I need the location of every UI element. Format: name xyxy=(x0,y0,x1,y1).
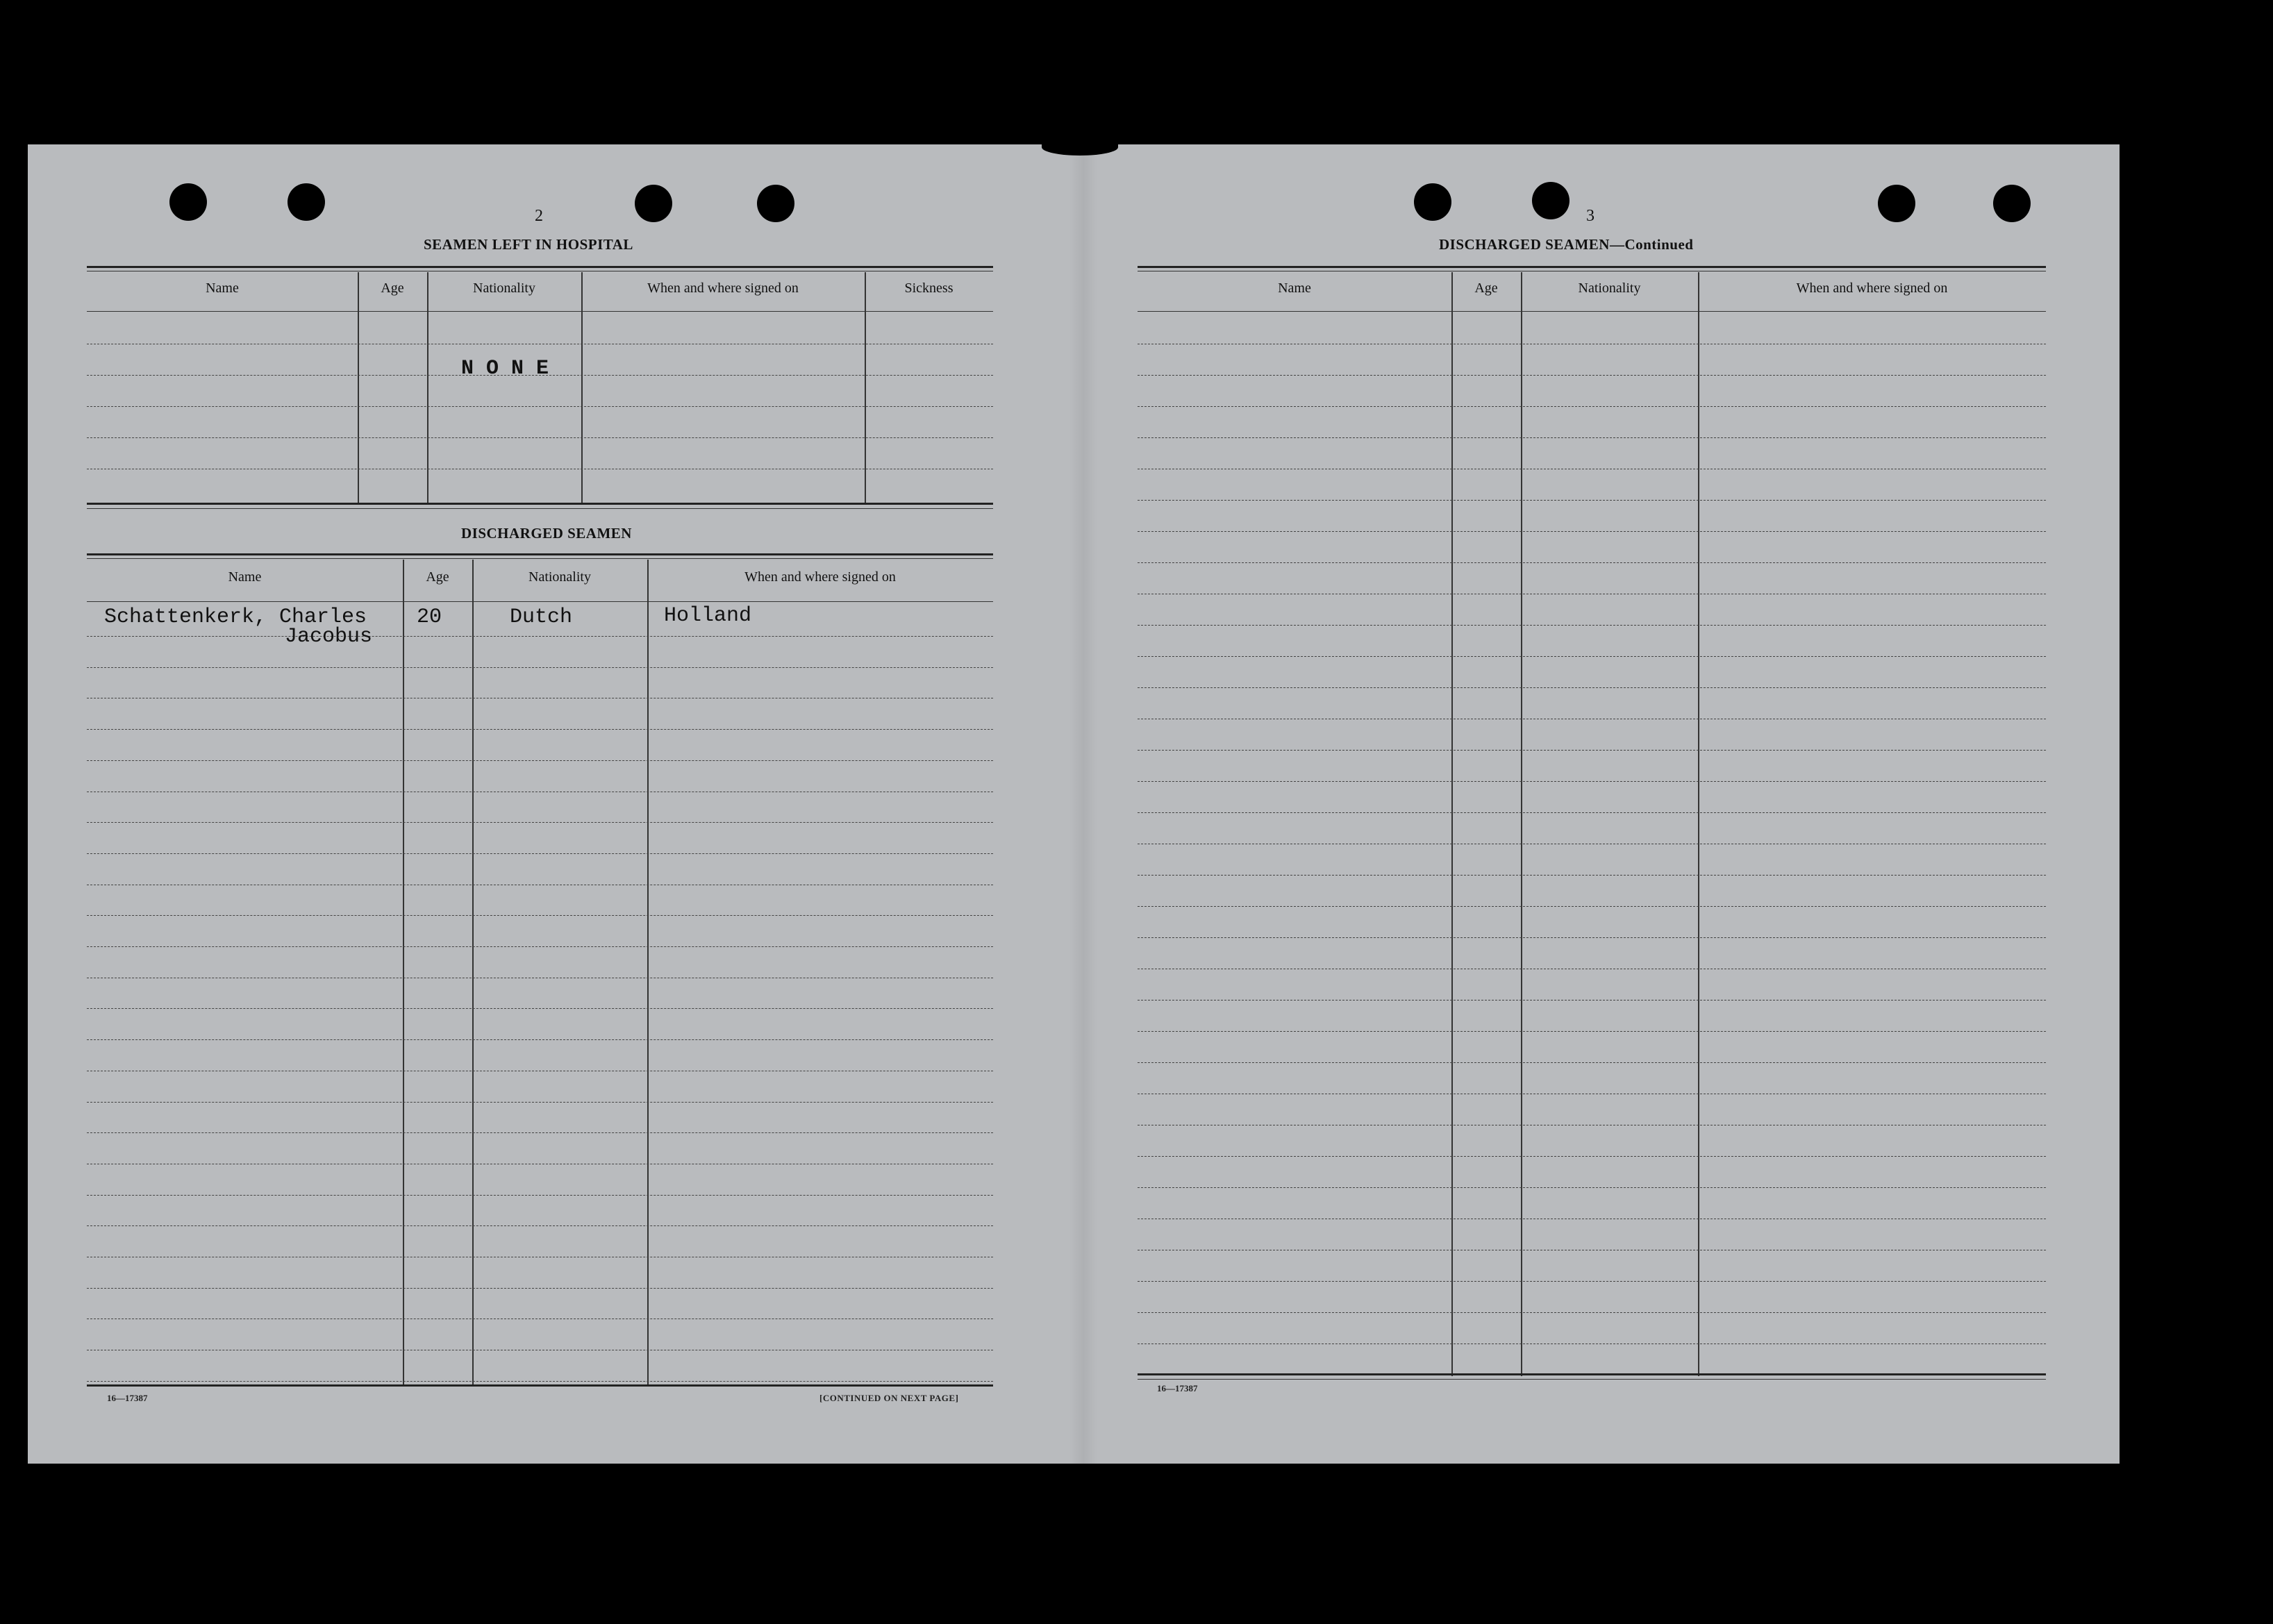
row-rule xyxy=(1138,1031,2046,1032)
row-rule xyxy=(1138,531,2046,532)
row-rule xyxy=(87,853,993,854)
row-rule xyxy=(87,729,993,730)
hospital-col-divider xyxy=(358,272,359,505)
discharged-table-top-rule-2 xyxy=(87,558,993,559)
hospital-col-nationality: Nationality xyxy=(473,281,535,296)
right-title-main: DISCHARGED SEAMEN xyxy=(1439,236,1610,253)
right-col-age: Age xyxy=(1474,281,1498,296)
row-rule xyxy=(1138,500,2046,501)
discharged-col-age: Age xyxy=(426,569,449,585)
hospital-col-age: Age xyxy=(381,281,404,296)
hospital-col-divider xyxy=(581,272,583,505)
row-rule xyxy=(87,1132,993,1133)
punch-hole xyxy=(1993,185,2031,222)
discharged-table-bottom-rule xyxy=(87,1384,993,1387)
row-rule xyxy=(1138,562,2046,563)
row-rule xyxy=(87,1195,993,1196)
hospital-table-bottom-rule xyxy=(87,503,993,505)
discharged-col-signed-on: When and where signed on xyxy=(744,569,896,585)
row-rule xyxy=(1138,656,2046,657)
right-col-nationality: Nationality xyxy=(1578,281,1641,296)
right-table-bottom-rule xyxy=(1138,1373,2046,1375)
hospital-table-top-rule xyxy=(87,266,993,268)
hospital-header-rule xyxy=(87,311,993,312)
row-rule xyxy=(1138,406,2046,407)
row-rule xyxy=(87,1008,993,1009)
punch-hole xyxy=(757,185,794,222)
row-rule xyxy=(87,1102,993,1103)
row-rule xyxy=(87,822,993,823)
row-rule xyxy=(87,915,993,916)
row-rule xyxy=(1138,625,2046,626)
hospital-col-divider xyxy=(865,272,866,505)
right-title-suffix: —Continued xyxy=(1609,236,1694,253)
right-col-name: Name xyxy=(1278,281,1311,296)
hospital-section-title: SEAMEN LEFT IN HOSPITAL xyxy=(424,236,633,253)
punch-hole xyxy=(1878,185,1915,222)
row-rule xyxy=(1138,1062,2046,1063)
right-page-number: 3 xyxy=(1586,207,1595,225)
row-rule xyxy=(1138,906,2046,907)
right-table-top-rule xyxy=(1138,266,2046,268)
seaman-name: Schattenkerk, Charles xyxy=(104,605,367,629)
discharged-section-title: DISCHARGED SEAMEN xyxy=(461,525,632,542)
punch-hole xyxy=(169,183,207,221)
right-section-title xyxy=(1439,236,1693,253)
seaman-signed-on: Holland xyxy=(664,604,752,628)
discharged-table-top-rule xyxy=(87,553,993,555)
hospital-col-signed-on: When and where signed on xyxy=(647,281,799,296)
hospital-row-rule xyxy=(87,437,993,438)
page-fold xyxy=(1069,144,1097,1464)
punch-hole xyxy=(1414,183,1451,221)
right-form-number: 16—17387 xyxy=(1157,1383,1198,1393)
row-rule xyxy=(87,1225,993,1226)
punch-hole xyxy=(1532,182,1570,219)
right-header-rule xyxy=(1138,311,2046,312)
row-rule xyxy=(1138,750,2046,751)
continued-note: [CONTINUED ON NEXT PAGE] xyxy=(819,1393,959,1403)
row-rule xyxy=(1138,1312,2046,1313)
row-rule xyxy=(87,636,993,637)
punch-hole xyxy=(288,183,325,221)
discharged-col-divider xyxy=(472,560,474,1384)
hospital-row-rule xyxy=(87,406,993,407)
discharged-col-divider xyxy=(647,560,649,1384)
row-rule xyxy=(1138,937,2046,938)
row-rule xyxy=(1138,437,2046,438)
seaman-nationality: Dutch xyxy=(510,605,573,629)
row-rule xyxy=(87,1039,993,1040)
hospital-col-divider xyxy=(427,272,428,505)
hospital-col-name: Name xyxy=(206,281,239,296)
row-rule xyxy=(87,1381,993,1382)
left-page-number: 2 xyxy=(535,207,543,225)
hospital-col-sickness: Sickness xyxy=(904,281,954,296)
row-rule xyxy=(1138,875,2046,876)
punch-hole xyxy=(635,185,672,222)
row-rule xyxy=(1138,375,2046,376)
discharged-header-rule xyxy=(87,601,993,602)
row-rule xyxy=(87,760,993,761)
left-form-number: 16—17387 xyxy=(107,1393,148,1403)
row-rule xyxy=(87,946,993,947)
discharged-col-divider xyxy=(403,560,404,1384)
right-table-bottom-rule-2 xyxy=(1138,1379,2046,1380)
row-rule xyxy=(1138,1343,2046,1344)
row-rule xyxy=(1138,1156,2046,1157)
row-rule xyxy=(1138,1187,2046,1188)
row-rule xyxy=(1138,781,2046,782)
seaman-age: 20 xyxy=(417,605,442,629)
row-rule xyxy=(87,1288,993,1289)
row-rule xyxy=(1138,1281,2046,1282)
row-rule xyxy=(87,667,993,668)
row-rule xyxy=(1138,1000,2046,1001)
hospital-table-bottom-rule-2 xyxy=(87,508,993,509)
top-notch xyxy=(1042,139,1118,156)
row-rule xyxy=(1138,812,2046,813)
row-rule xyxy=(1138,687,2046,688)
discharged-col-name: Name xyxy=(228,569,262,585)
seaman-name-continued: Jacobus xyxy=(285,625,373,648)
discharged-col-nationality: Nationality xyxy=(528,569,591,585)
right-col-signed-on: When and where signed on xyxy=(1796,281,1948,296)
hospital-none-entry: N O N E xyxy=(461,357,549,380)
